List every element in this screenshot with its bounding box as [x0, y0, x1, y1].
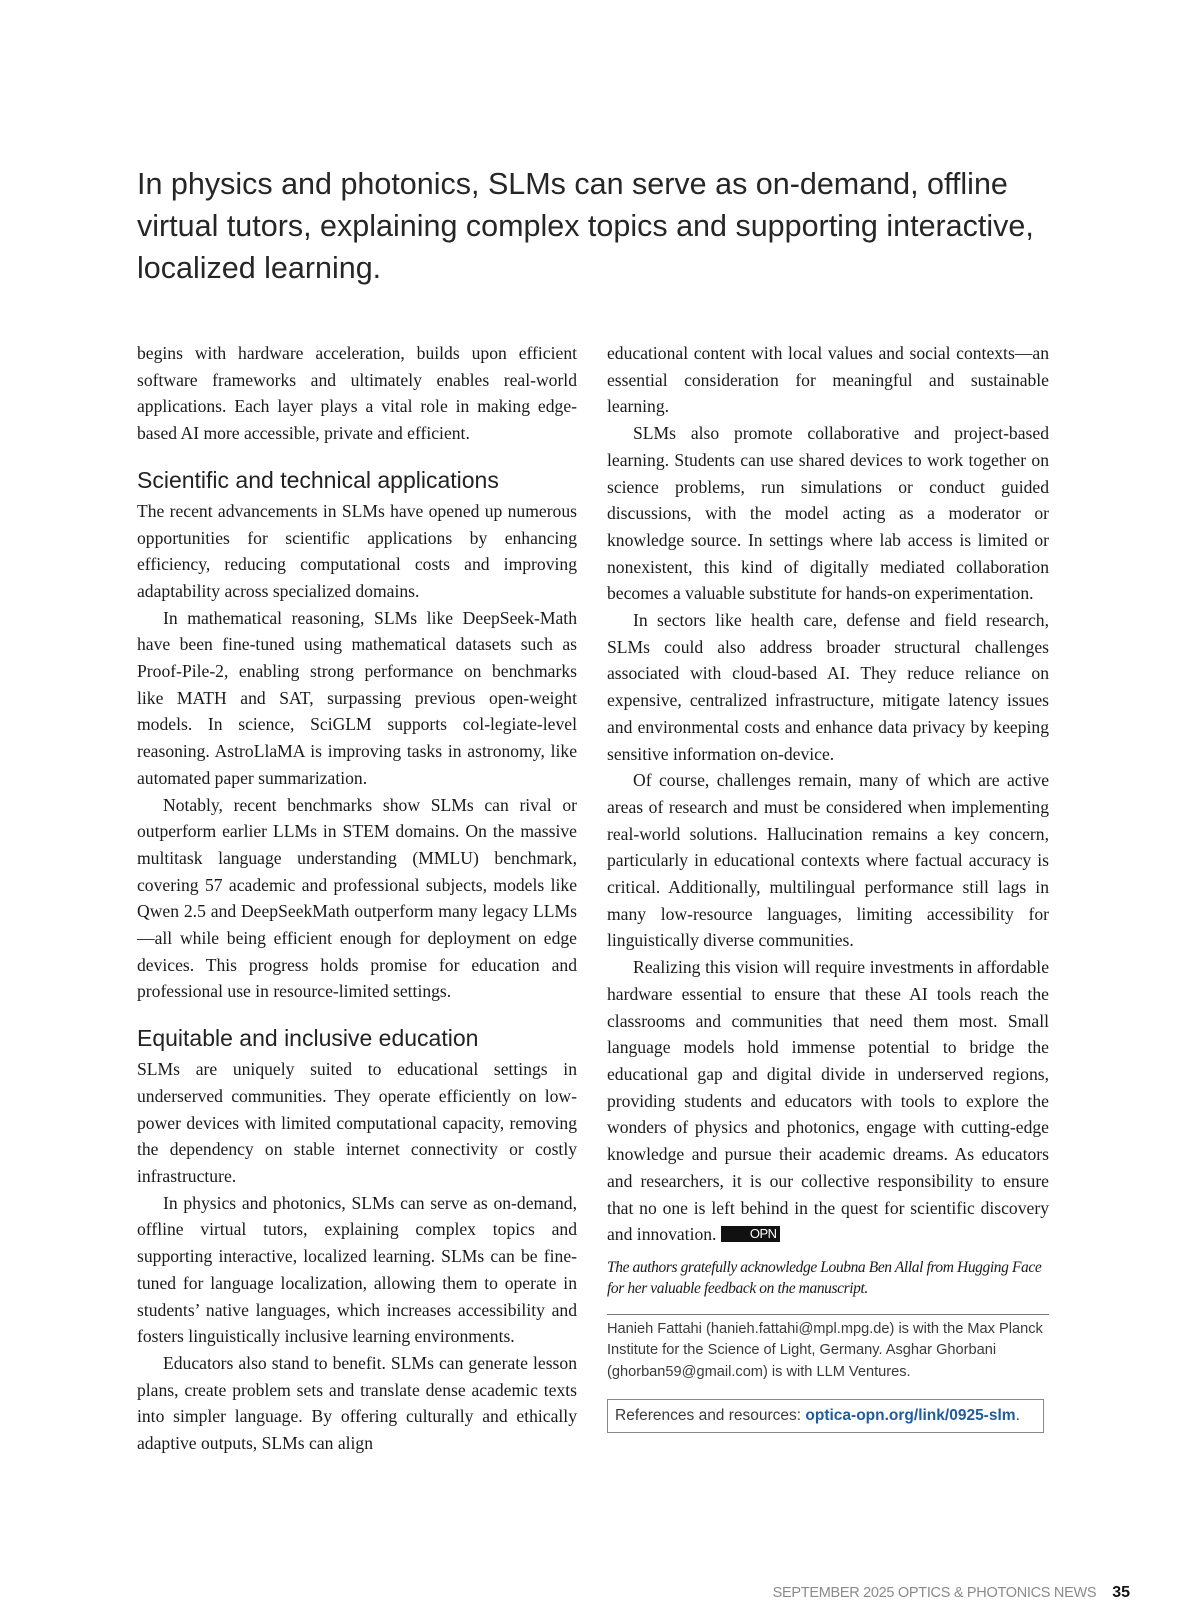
section-heading-scientific: Scientific and technical applications — [137, 466, 499, 493]
opn-end-mark: OPN — [721, 1226, 780, 1242]
collaboration-paragraph: SLMs also promote collaborative and project-based learning. Students can use shared devices to work together on science problems, run simulations or conduct guided discussions, with the model acting as a moderator or knowledge source. In settings where lab access is limited or nonexistent, this kind of digitally mediated collaboration becomes a valuable substitute for hands-on experimentation. — [607, 423, 1049, 604]
author-bio: Hanieh Fattahi (hanieh.fattahi@mpl.mpg.de) is with the Max Planck Institute for the Science of Light, Germany. Asghar Ghorbani (ghorban59@gmail.com) is with LLM Ventures. — [607, 1314, 1049, 1384]
references-link[interactable]: optica-opn.org/link/0925-slm — [805, 1407, 1016, 1425]
education-paragraph-1: SLMs are uniquely suited to educational settings in underserved communities. They operate efficiently on low-power devices with limited computational capacity, removing the dependency on stable internet connectivity or costly infrastructure. — [137, 1059, 577, 1186]
vision-text: Realizing this vision will require investments in affordable hardware essential to ensure that these AI tools reach the classrooms and communities that need them most. Small language models hold immense potential to bridge the educational gap and digital divide in underserved regions, providing students and educators with tools to explore the wonders of physics and photonics, engage with cutting-edge knowledge and pursue their academic dreams. As educators and researchers, it is our collective responsibility to ensure that no one is left behind in the quest for scientific discovery and innovation. — [607, 957, 1049, 1245]
challenges-paragraph: Of course, challenges remain, many of which are active areas of research and must be considered when implementing real-world solutions. Hallucination remains a key concern, particularly in educational contexts where factual accuracy is critical. Additionally, multilingual performance still lags in many low-resource languages, limiting accessibility for linguistically diverse communities. — [607, 770, 1049, 951]
vision-paragraph — [607, 954, 1049, 1248]
references-label: References and resources: — [615, 1407, 806, 1425]
page-footer — [773, 1584, 1130, 1602]
continued-paragraph: educational content with local values and social contexts—an essential consideration for meaningful and sustainable learning. — [607, 343, 1049, 417]
section-heading-education: Equitable and inclusive education — [137, 1025, 479, 1052]
right-column — [607, 340, 1049, 1433]
references-box — [607, 1399, 1044, 1433]
education-paragraph-3: Educators also stand to benefit. SLMs can generate lesson plans, create problem sets and translate dense academic texts into simpler language. By offering culturally and ethically adaptive outputs, SLMs can align — [137, 1352, 577, 1454]
left-column — [137, 340, 577, 1457]
acknowledgment: The authors gratefully acknowledge Loubna Ben Allal from Hugging Face for her valuable feedback on the manuscript. — [607, 1258, 1042, 1298]
education-paragraph-2: In physics and photonics, SLMs can serve as on-demand, offline virtual tutors, explaining complex topics and supporting interactive, localized learning. SLMs can be fine-tuned for language localization, allowing them to operate in students’ native languages, which increases accessibility and fosters linguistically inclusive learning environments. — [137, 1192, 577, 1347]
intro-paragraph: begins with hardware acceleration, builds upon efficient software frameworks and ultimately enables real-world applications. Each layer plays a vital role in making edge-based AI more accessible, private and efficient. — [137, 343, 577, 444]
scientific-paragraph-3: Notably, recent benchmarks show SLMs can rival or outperform earlier LLMs in STEM domains. On the massive multitask language understanding (MMLU) benchmark, covering 57 academic and professional subjects, models like Qwen 2.5 and DeepSeekMath outperform many legacy LLMs—all while being efficient enough for deployment on edge devices. This progress holds promise for education and professional use in resource-limited settings. — [137, 794, 577, 1002]
page-number: 35 — [1112, 1584, 1130, 1601]
references-suffix: . — [1015, 1407, 1020, 1425]
sectors-paragraph: In sectors like health care, defense and field research, SLMs could also address broader structural challenges associated with cloud-based AI. They reduce reliance on expensive, centralized infrastructure, mitigate latency issues and environmental costs and enhance data privacy by keeping sensitive information on-device. — [607, 610, 1049, 764]
pull-quote: In physics and photonics, SLMs can serve as on-demand, offline virtual tutors, explaining complex topics and supporting interactive, localized learning. — [137, 167, 1034, 285]
scientific-paragraph-1: The recent advancements in SLMs have opened up numerous opportunities for scientific applications by enhancing efficiency, reducing computational costs and improving adaptability across specialized domains. — [137, 500, 577, 601]
footer-issue: SEPTEMBER 2025 OPTICS & PHOTONICS NEWS — [772, 1585, 1097, 1601]
scientific-paragraph-2: In mathematical reasoning, SLMs like DeepSeek-Math have been fine-tuned using mathematical datasets such as Proof-Pile-2, enabling strong performance on benchmarks like MATH and SAT, surpassing previous open-weight models. In science, SciGLM supports col-legiate-level reasoning. AstroLlaMA is improving tasks in astronomy, like automated paper summarization. — [137, 607, 577, 788]
